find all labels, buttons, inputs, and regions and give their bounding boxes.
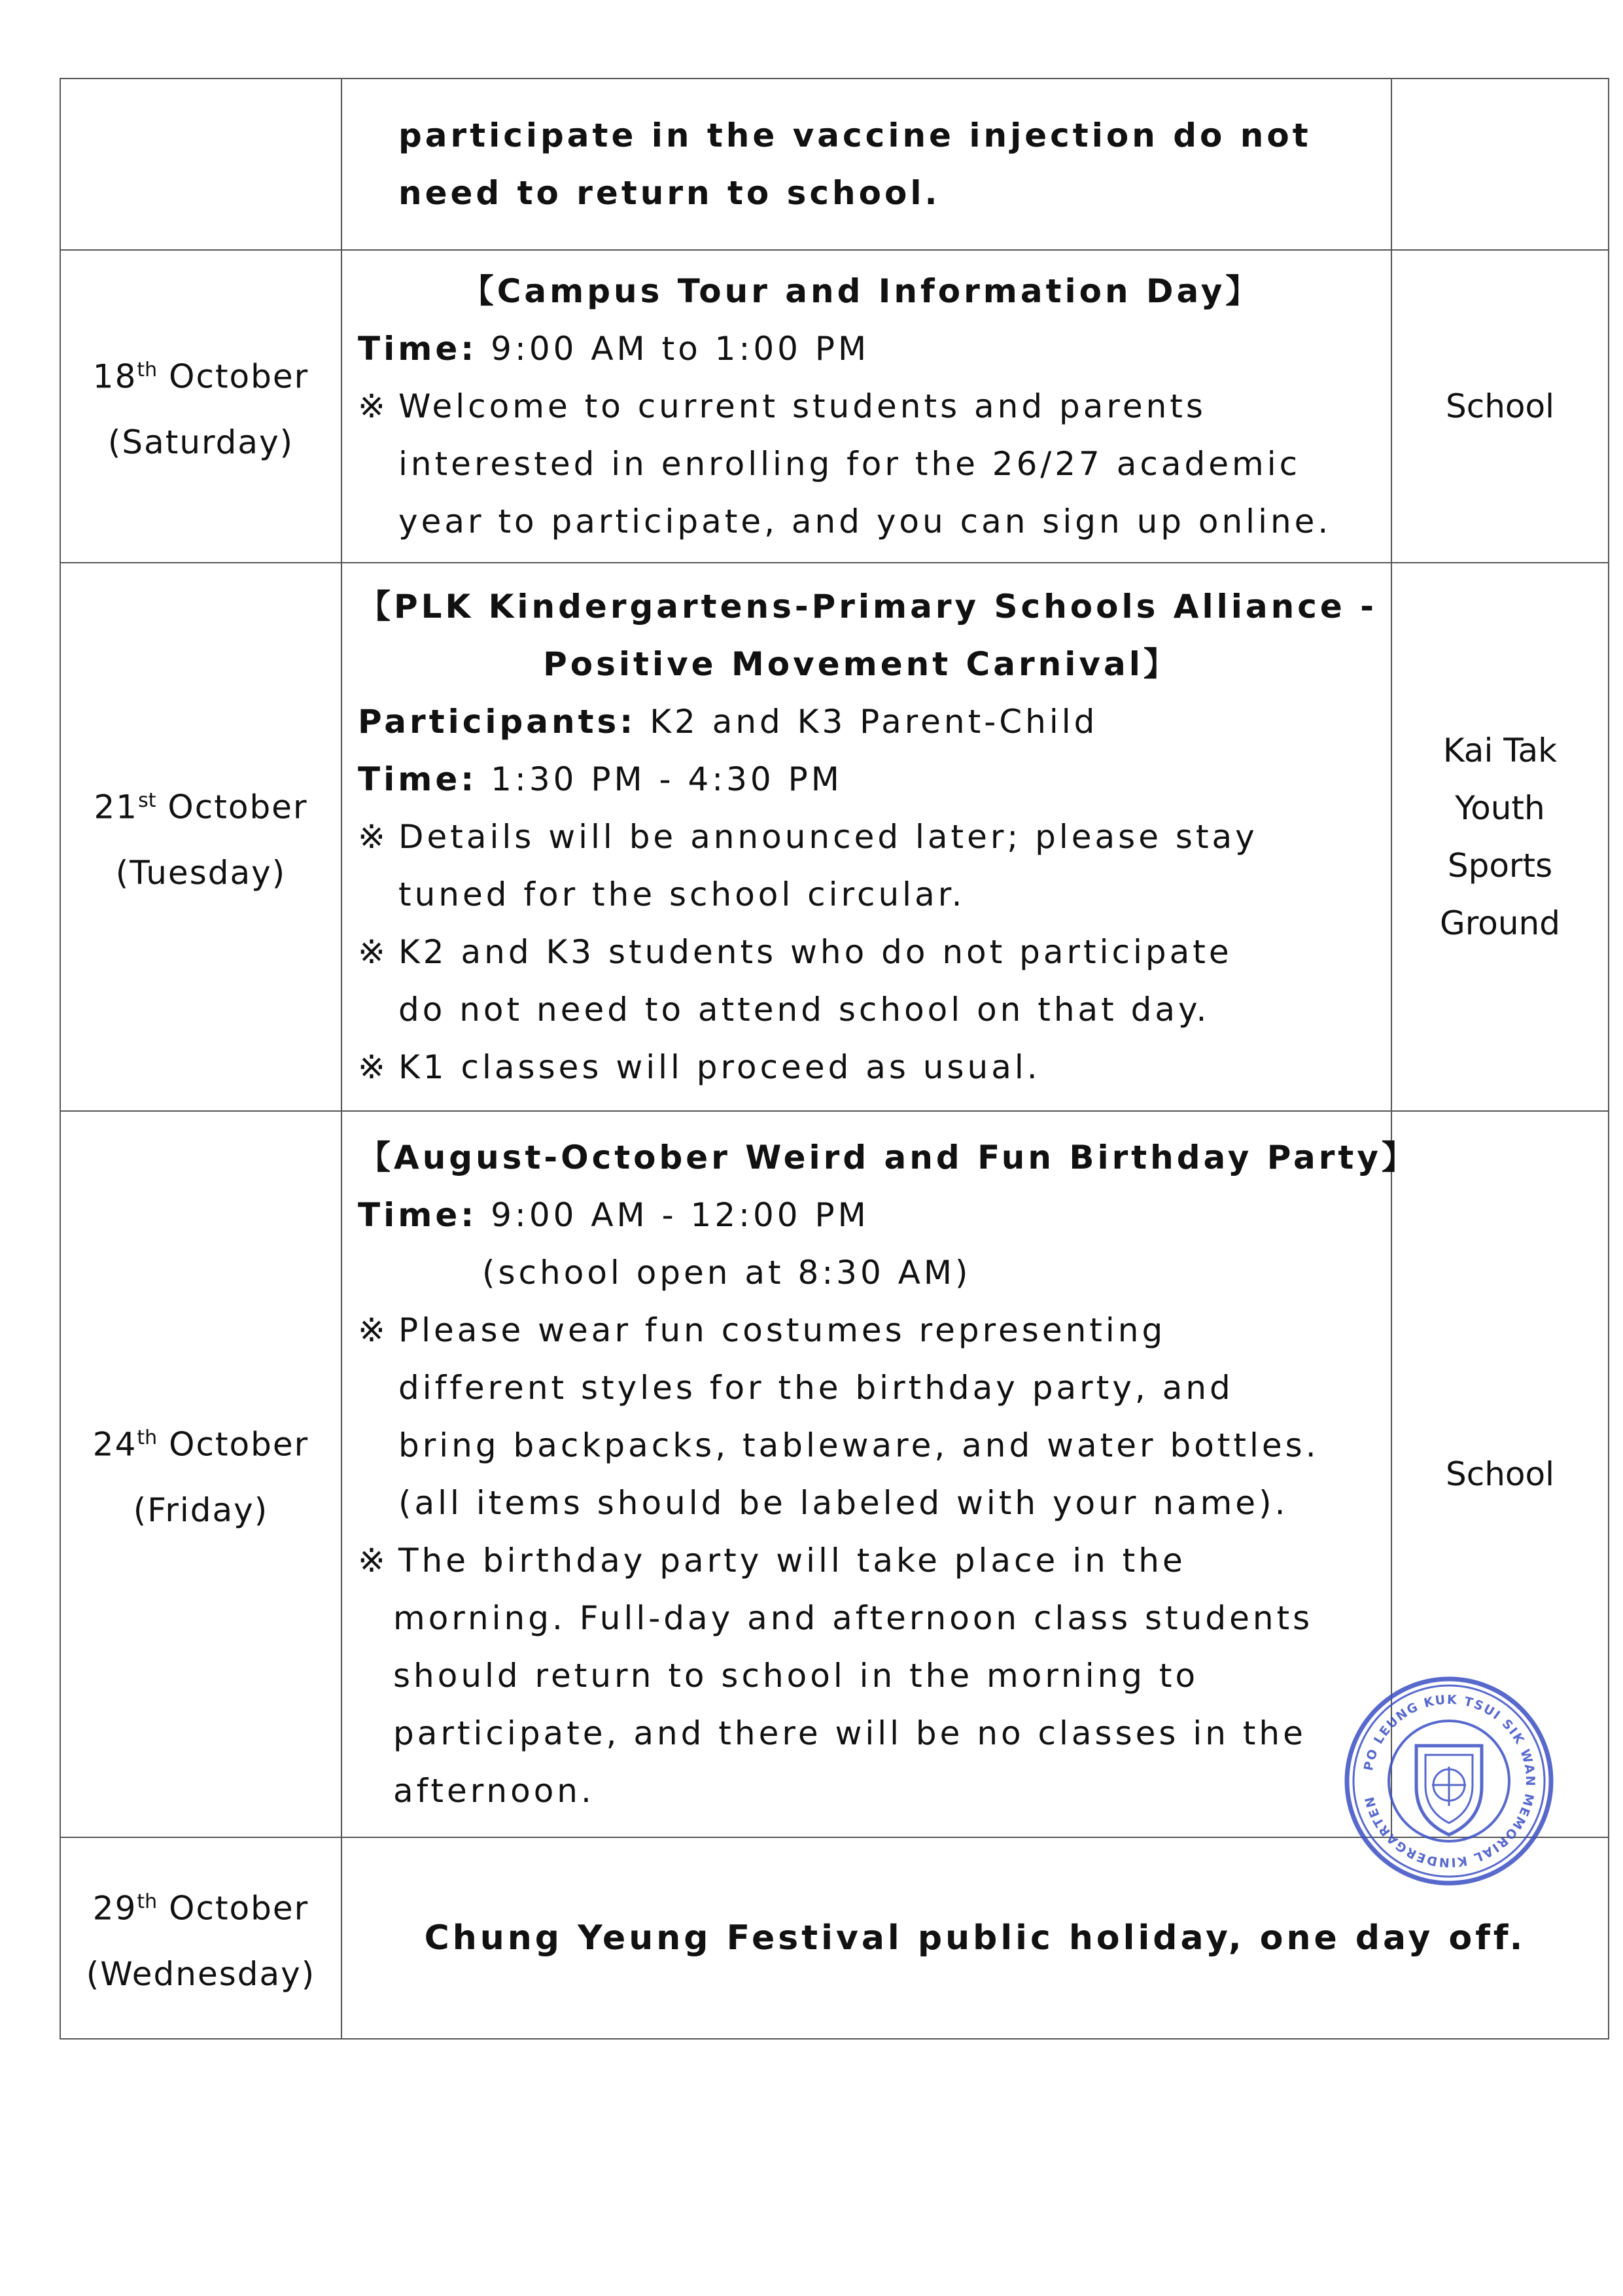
event-weekday: (Wednesday) [86, 1954, 316, 1993]
event-title: 【PLK Kindergartens-Primary Schools Alliance - [358, 588, 1377, 626]
date-cell [60, 79, 341, 250]
venue-name: School [1446, 1455, 1554, 1493]
note-mark: ※ [358, 1048, 385, 1086]
event-date: 24th October [92, 1425, 309, 1464]
event-weekday: (Saturday) [107, 423, 294, 461]
note-mark: ※ [358, 387, 385, 425]
event-cell [341, 79, 1391, 250]
venue-name: School [1446, 387, 1554, 425]
event-time: Time: 1:30 PM - 4:30 PM [358, 760, 843, 798]
event-weekday: (Friday) [133, 1491, 269, 1529]
event-cell [341, 563, 1391, 1111]
event-date: 29th October [92, 1889, 309, 1928]
event-cell [341, 1111, 1418, 1837]
event-cell [341, 250, 1391, 563]
event-note-line: tuned for the school circular. [398, 875, 966, 913]
event-note-line: afternoon. [393, 1772, 595, 1810]
note-mark: ※ [358, 1311, 385, 1349]
table-row [60, 79, 1609, 250]
event-title: Positive Movement Carnival】 [543, 645, 1179, 683]
table-row [60, 563, 1609, 1111]
event-note-line: do not need to attend school on that day. [398, 991, 1210, 1029]
event-date: 18th October [92, 357, 309, 396]
event-time: Time: 9:00 AM - 12:00 PM [358, 1196, 869, 1234]
event-participants: Participants: K2 and K3 Parent-Child [358, 703, 1098, 741]
school-seal-stamp [1343, 1675, 1555, 1887]
date-cell [60, 1111, 341, 1837]
table-row [60, 250, 1609, 563]
event-note-line: interested in enrolling for the 26/27 academic [398, 445, 1301, 483]
event-note: ※ K1 classes will proceed as usual. [358, 1038, 1365, 1096]
venue-line: Kai Tak [1442, 732, 1558, 769]
date-cell [60, 563, 341, 1111]
note-mark: ※ [358, 933, 385, 971]
event-note: ※ Please wear fun costumes representing [358, 1301, 1365, 1359]
venue-cell [1391, 79, 1609, 250]
event-note-line: year to participate, and you can sign up online. [398, 503, 1332, 540]
note-mark: ※ [358, 818, 385, 856]
event-note-line: participate, and there will be no classes in the [393, 1714, 1306, 1752]
event-note-line: morning. Full-day and afternoon class students [393, 1599, 1314, 1637]
date-cell [60, 250, 341, 563]
event-date: 21st October [94, 788, 308, 826]
event-note: ※ Details will be announced later; please stay [358, 808, 1365, 866]
event-note: ※ K2 and K3 students who do not participate [358, 923, 1365, 981]
event-time: Time: 9:00 AM to 1:00 PM [358, 330, 870, 368]
venue-line: Sports [1447, 847, 1553, 885]
note-mark: ※ [358, 1542, 385, 1580]
venue-cell [1391, 250, 1609, 563]
event-note-line: bring backpacks, tableware, and water bottles. [398, 1426, 1319, 1464]
venue-cell [1391, 563, 1609, 1111]
date-cell [60, 1837, 341, 2039]
event-note-line: (all items should be labeled with your name). [398, 1484, 1289, 1522]
event-text-line: need to return to school. [398, 174, 941, 212]
event-note: ※ Welcome to current students and parents [358, 378, 1365, 435]
event-time-extra: (school open at 8:30 AM) [482, 1254, 971, 1292]
venue-line: Ground [1440, 904, 1560, 942]
event-weekday: (Tuesday) [115, 853, 287, 892]
event-text-line: participate in the vaccine injection do not [398, 116, 1312, 154]
svg-text:PO LEUNG KUK TSUI SIK WAN MEMO: PO LEUNG KUK TSUI SIK WAN MEMORIAL KINDERGARTEN [1361, 1692, 1538, 1870]
event-title: 【August-October Weird and Fun Birthday Party】 [358, 1139, 1418, 1176]
event-note-line: different styles for the birthday party, and [398, 1369, 1234, 1407]
event-title: 【Campus Tour and Information Day】 [461, 272, 1262, 310]
event-note-line: should return to school in the morning to [393, 1657, 1199, 1695]
holiday-text: Chung Yeung Festival public holiday, one day off. [424, 1918, 1526, 1958]
venue-line: Youth [1455, 789, 1545, 827]
event-note: ※ The birthday party will take place in the [358, 1532, 1365, 1589]
